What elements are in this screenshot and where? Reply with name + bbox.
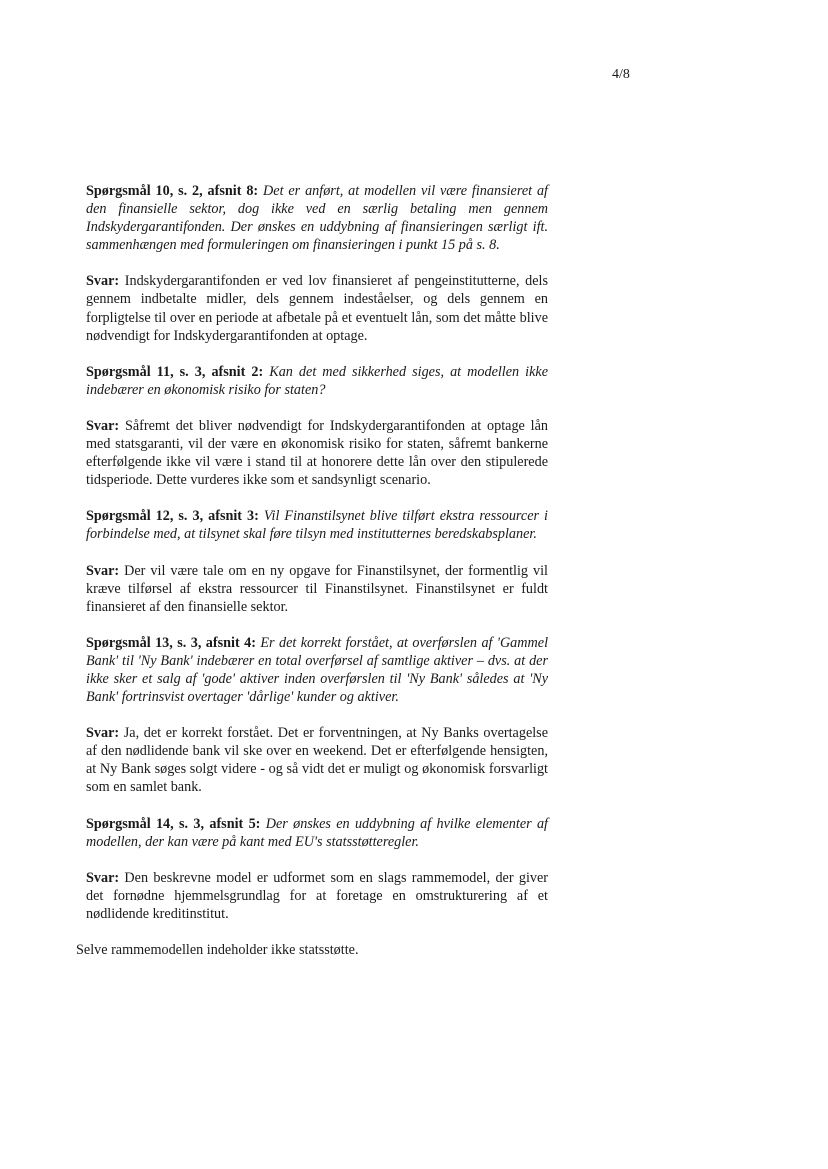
answer-text: Såfremt det bliver nødvendigt for Indskydergarantifonden at optage lån med statsgaranti, vil der være en økonomisk risiko for staten, såfremt bankerne efterfølgende ikke vil være i stand til at honorere dette lån over den stipulerede tidsperiode. Dette vurderes ikke som et sandsynligt scenario.: [86, 417, 549, 489]
question-label: Spørgsmål 12, s. 3, afsnit 3:: [86, 508, 259, 525]
question-10: [86, 182, 548, 254]
question-text: Kan det med sikkerhed siges, at modellen ikke indebærer en økonomisk risiko for staten?: [86, 363, 549, 398]
answer-label: Svar:: [86, 869, 120, 886]
question-11: [86, 363, 548, 399]
answer-10: [86, 272, 548, 344]
answer-11: [86, 417, 548, 489]
answer-label: Svar:: [86, 417, 120, 434]
question-label: Spørgsmål 11, s. 3, afsnit 2:: [86, 363, 264, 380]
answer-text: Indskydergarantifonden er ved lov finansieret af pengeinstitutterne, dels gennem indbetalte midler, dels gennem indeståelser, og dels gennem en forpligtelse til over en periode at afbetale på et eventuelt lån, som det måtte blive nødvendigt for Indskydergarantifonden at optage.: [86, 273, 548, 344]
question-label: Spørgsmål 13, s. 3, afsnit 4:: [86, 634, 256, 651]
answer-label: Svar:: [86, 273, 120, 290]
question-13: [86, 634, 548, 706]
answer-label: Svar:: [86, 562, 120, 579]
page-number: 4/8: [612, 67, 630, 82]
answer-label: Svar:: [86, 725, 120, 742]
question-label: Spørgsmål 14, s. 3, afsnit 5:: [86, 815, 261, 832]
answer-13: [86, 724, 548, 796]
closing-statement: Selve rammemodellen indeholder ikke statsstøtte.: [76, 942, 359, 958]
question-text: Det er anført, at modellen vil være finansieret af den finansielle sektor, dog ikke ved en særlig betaling men gennem Indskydergarantifonden. Der ønskes en uddybning af finansieringen særligt ift. sammenhængen med formuleringen om finansieringen i punkt 15 på s. 8.: [86, 183, 548, 254]
answer-text: Den beskrevne model er udformet som en slags rammemodel, der giver det fornødne hjemmelsgrundlag for at foretage en omstrukturering af et nødlidende kreditinstitut.: [86, 869, 549, 922]
question-text: Er det korrekt forstået, at overførslen af 'Gammel Bank' til 'Ny Bank' indebærer en total overførsel af samtlige aktiver – dvs. at der ikke sker et salg af 'gode' aktiver inden overførslen til 'Ny Bank' således at 'Ny Bank' fortrinsvist overtager 'dårlige' kunder og aktiver.: [86, 634, 549, 706]
answer-12: [86, 562, 548, 616]
question-text: Vil Finanstilsynet blive tilført ekstra ressourcer i forbindelse med, at tilsynet skal føre tilsyn med institutternes beredskabsplaner.: [86, 508, 548, 543]
question-text: Der ønskes en uddybning af hvilke elementer af modellen, der kan være på kant med EU's statsstøtteregler.: [86, 815, 548, 850]
document-body: [76, 182, 549, 977]
question-label: Spørgsmål 10, s. 2, afsnit 8:: [86, 183, 259, 199]
question-14: [86, 815, 548, 851]
question-12: [86, 507, 548, 543]
answer-text: Ja, det er korrekt forstået. Det er forventningen, at Ny Banks overtagelse af den nødlidende bank vil ske over en weekend. Det er efterfølgende hensigten, at Ny Bank søges solgt videre - og så vidt det er muligt og økonomisk forsvarligt som en samlet bank.: [86, 725, 549, 796]
answer-text: Der vil være tale om en ny opgave for Finanstilsynet, der formentlig vil kræve tilførsel af ekstra ressourcer til Finanstilsynet. Finanstilsynet er fuldt finansieret af den finansielle sektor.: [86, 562, 549, 615]
answer-14: [86, 869, 548, 923]
